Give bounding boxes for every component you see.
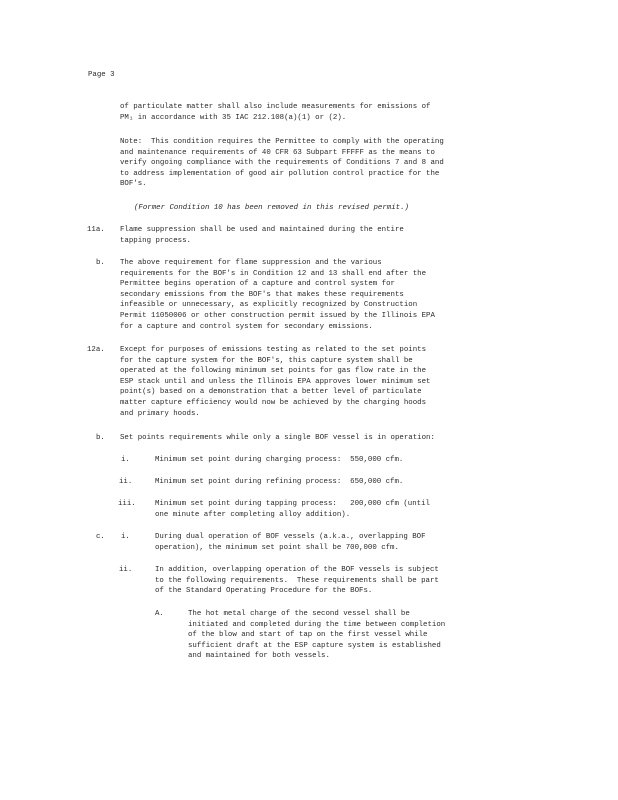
text-line: Note: This condition requires the Permittee to comply with the operating	[120, 138, 444, 146]
text-line: of the Standard Operating Procedure for the BOFs.	[155, 587, 373, 596]
condition-11a-label: 11a.	[87, 226, 105, 234]
setpoint-i-label: i.	[121, 456, 130, 464]
setpoint-ii-label: ii.	[119, 478, 133, 486]
condition-12a-label: 12a.	[87, 346, 105, 354]
condition-12c-ii-A-text	[188, 609, 445, 662]
text-line: Flame suppression shall be used and maintained during the entire	[120, 226, 404, 234]
setpoint-iii-text	[155, 499, 430, 520]
text-line: one minute after completing alloy addition).	[155, 510, 351, 519]
text-line: to the following requirements. These requirements shall be part	[155, 576, 439, 585]
text-line: Minimum set point during tapping process: 200,000 cfm (until	[155, 500, 430, 508]
text-line: ESP stack until and unless the Illinois EPA approves lower minimum set	[120, 377, 431, 386]
text-line: The above requirement for flame suppression and the various	[120, 259, 382, 267]
condition-12c-i-text	[155, 532, 426, 553]
setpoint-ii-text: Minimum set point during refining process: 650,000 cfm.	[155, 478, 404, 486]
text-line: for the capture system for the BOF's, this capture system shall be	[120, 356, 413, 365]
condition-11b-label: b.	[96, 259, 105, 267]
text-line: infeasible or unnecessary, as explicitly recognized by Construction	[120, 301, 418, 310]
text-line: and maintenance requirements of 40 CFR 63 Subpart FFFFF as the means to	[120, 148, 435, 157]
text-line: Permittee begins operation of a capture and control system for	[120, 280, 395, 289]
condition-12a-text	[120, 345, 430, 419]
condition-11b-text	[120, 258, 435, 332]
condition-11a-text	[120, 225, 404, 246]
text-line: operation), the minimum set point shall be 700,000 cfm.	[155, 543, 399, 552]
note-paragraph	[120, 137, 444, 190]
condition-12c-i-label: i.	[121, 533, 130, 541]
text-line: requirements for the BOF's in Condition 12 and 13 shall end after the	[120, 269, 427, 278]
condition-12c-label: c.	[96, 533, 105, 541]
condition-12b-text: Set points requirements while only a single BOF vessel is in operation:	[120, 434, 435, 442]
text-line: secondary emissions from the BOF's that makes these requirements	[120, 290, 404, 299]
text-line: tapping process.	[120, 236, 191, 245]
text-line: operated at the following minimum set points for gas flow rate in the	[120, 367, 427, 376]
condition-12b-label: b.	[96, 434, 105, 442]
text-line: PM₁ in accordance with 35 IAC 212.108(a)(1) or (2).	[120, 113, 347, 122]
setpoint-iii-label: iii.	[118, 500, 136, 508]
text-line: for a capture and control system for secondary emissions.	[120, 322, 373, 331]
text-line: point(s) based on a demonstration that a better level of particulate	[120, 388, 422, 397]
text-line: and maintained for both vessels.	[188, 652, 330, 661]
text-line: matter capture efficiency would now be achieved by the charging hoods	[120, 398, 427, 407]
condition-12c-ii-A-label: A.	[155, 610, 164, 618]
continuation-paragraph	[120, 102, 430, 123]
condition-12c-ii-text	[155, 565, 439, 597]
text-line: initiated and completed during the time between completion	[188, 620, 446, 629]
condition-12c-ii-label: ii.	[119, 566, 133, 574]
text-line: verify ongoing compliance with the requirements of Conditions 7 and 8 and	[120, 159, 444, 168]
setpoint-i-text: Minimum set point during charging process: 550,000 cfm.	[155, 456, 404, 464]
text-line: BOF's.	[120, 180, 147, 189]
former-condition-note: (Former Condition 10 has been removed in this revised permit.)	[134, 204, 409, 212]
text-line: of particulate matter shall also include measurements for emissions of	[120, 103, 431, 111]
page-number: Page 3	[88, 71, 115, 79]
text-line: Permit 11050006 or other construction permit issued by the Illinois EPA	[120, 311, 435, 320]
text-line: sufficient draft at the ESP capture system is established	[188, 641, 441, 650]
text-line: of the blow and start of tap on the first vessel while	[188, 631, 428, 640]
text-line: to address implementation of good air pollution control practice for the	[120, 169, 440, 178]
text-line: The hot metal charge of the second vessel shall be	[188, 610, 410, 618]
text-line: and primary hoods.	[120, 409, 200, 418]
text-line: During dual operation of BOF vessels (a.k.a., overlapping BOF	[155, 533, 426, 541]
text-line: Except for purposes of emissions testing as related to the set points	[120, 346, 427, 354]
text-line: In addition, overlapping operation of the BOF vessels is subject	[155, 566, 439, 574]
